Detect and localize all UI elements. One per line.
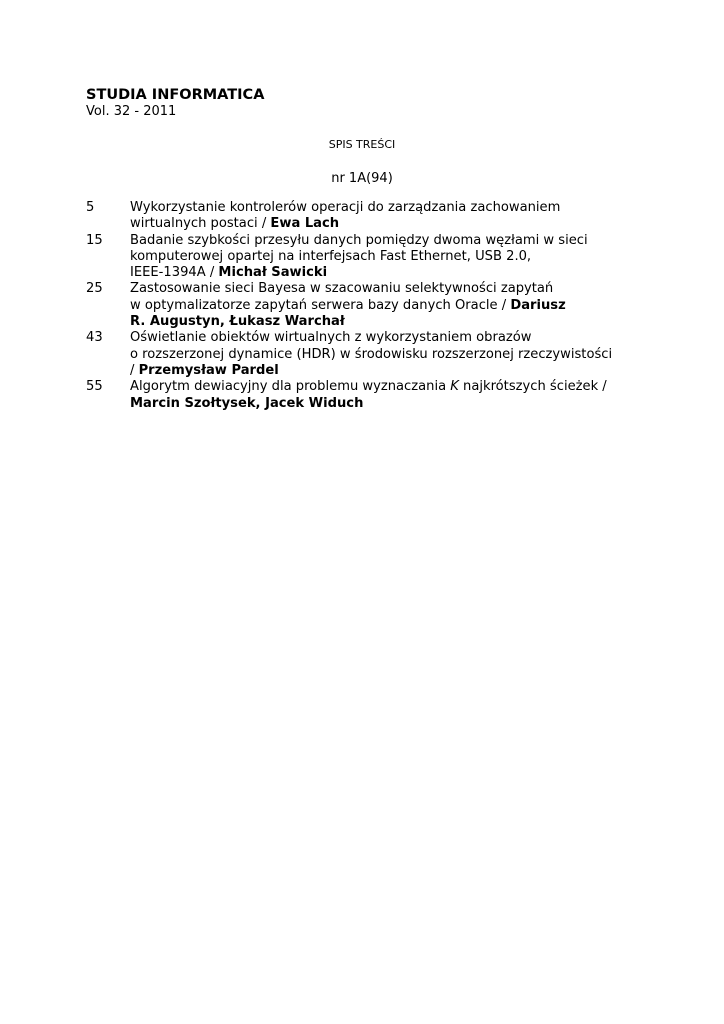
- article-title: komputerowej opartej na interfejsach Fast Ethernet, USB 2.0,: [130, 248, 532, 264]
- toc-line: [130, 265, 656, 281]
- article-authors: R. Augustyn, Łukasz Warchał: [130, 314, 345, 330]
- toc-line: [130, 330, 656, 346]
- document-page: [86, 0, 656, 1024]
- toc-page-number: 5: [86, 200, 95, 215]
- toc-entry-text: [130, 200, 656, 233]
- article-title: Algorytm dewiacyjny dla problemu wyznaczania: [130, 379, 451, 395]
- article-title: wirtualnych postaci /: [130, 216, 271, 232]
- article-title: /: [130, 362, 139, 378]
- toc-line: [130, 200, 656, 216]
- toc-line: [130, 363, 656, 379]
- toc-line: [130, 281, 656, 297]
- toc-list: [86, 200, 656, 412]
- article-title: w optymalizatorze zapytań serwera bazy danych Oracle /: [130, 297, 511, 313]
- article-authors: Przemysław Pardel: [138, 362, 279, 378]
- toc-entry-text: [130, 330, 656, 379]
- toc-line: [130, 314, 656, 330]
- journal-title: STUDIA INFORMATICA: [86, 87, 265, 103]
- toc-entry-text: [130, 281, 656, 330]
- toc-page-number: 55: [86, 379, 103, 395]
- toc-line: [130, 379, 656, 395]
- article-authors: Ewa Lach: [270, 216, 340, 232]
- article-authors: Michał Sawicki: [218, 265, 328, 281]
- article-title-italic: K: [450, 379, 459, 395]
- toc-line: [130, 347, 656, 363]
- article-authors: Marcin Szołtysek, Jacek Widuch: [130, 395, 364, 411]
- toc-line: [130, 216, 656, 232]
- toc-entry: [86, 281, 656, 330]
- toc-page-number: 43: [86, 330, 103, 346]
- article-authors: Dariusz: [510, 297, 566, 313]
- article-title: Zastosowanie sieci Bayesa w szacowaniu selektywności zapytań: [130, 281, 554, 297]
- toc-entry-text: [130, 233, 656, 282]
- toc-entry: [86, 330, 656, 379]
- article-title: Oświetlanie obiektów wirtualnych z wykorzystaniem obrazów: [130, 330, 532, 346]
- journal-volume: Vol. 32 - 2011: [86, 104, 177, 119]
- toc-entry: [86, 200, 656, 233]
- article-title: najkrótszych ścieżek /: [458, 379, 607, 395]
- toc-line: [130, 396, 656, 412]
- toc-entry: [86, 233, 656, 282]
- article-title: Wykorzystanie kontrolerów operacji do zarządzania zachowaniem: [130, 200, 561, 215]
- article-title: Badanie szybkości przesyłu danych pomiędzy dwoma węzłami w sieci: [130, 232, 588, 248]
- toc-page-number: 25: [86, 281, 103, 297]
- issue-number: nr 1A(94): [331, 171, 393, 186]
- toc-entry-text: [130, 379, 656, 412]
- toc-entry: [86, 379, 656, 412]
- toc-line: [130, 298, 656, 314]
- toc-heading: SPIS TREŚCI: [328, 138, 396, 151]
- toc-line: [130, 233, 656, 249]
- toc-page-number: 15: [86, 232, 103, 248]
- article-title: IEEE-1394A /: [130, 265, 219, 281]
- article-title: o rozszerzonej dynamice (HDR) w środowisku rozszerzonej rzeczywistości: [130, 346, 613, 362]
- toc-line: [130, 249, 656, 265]
